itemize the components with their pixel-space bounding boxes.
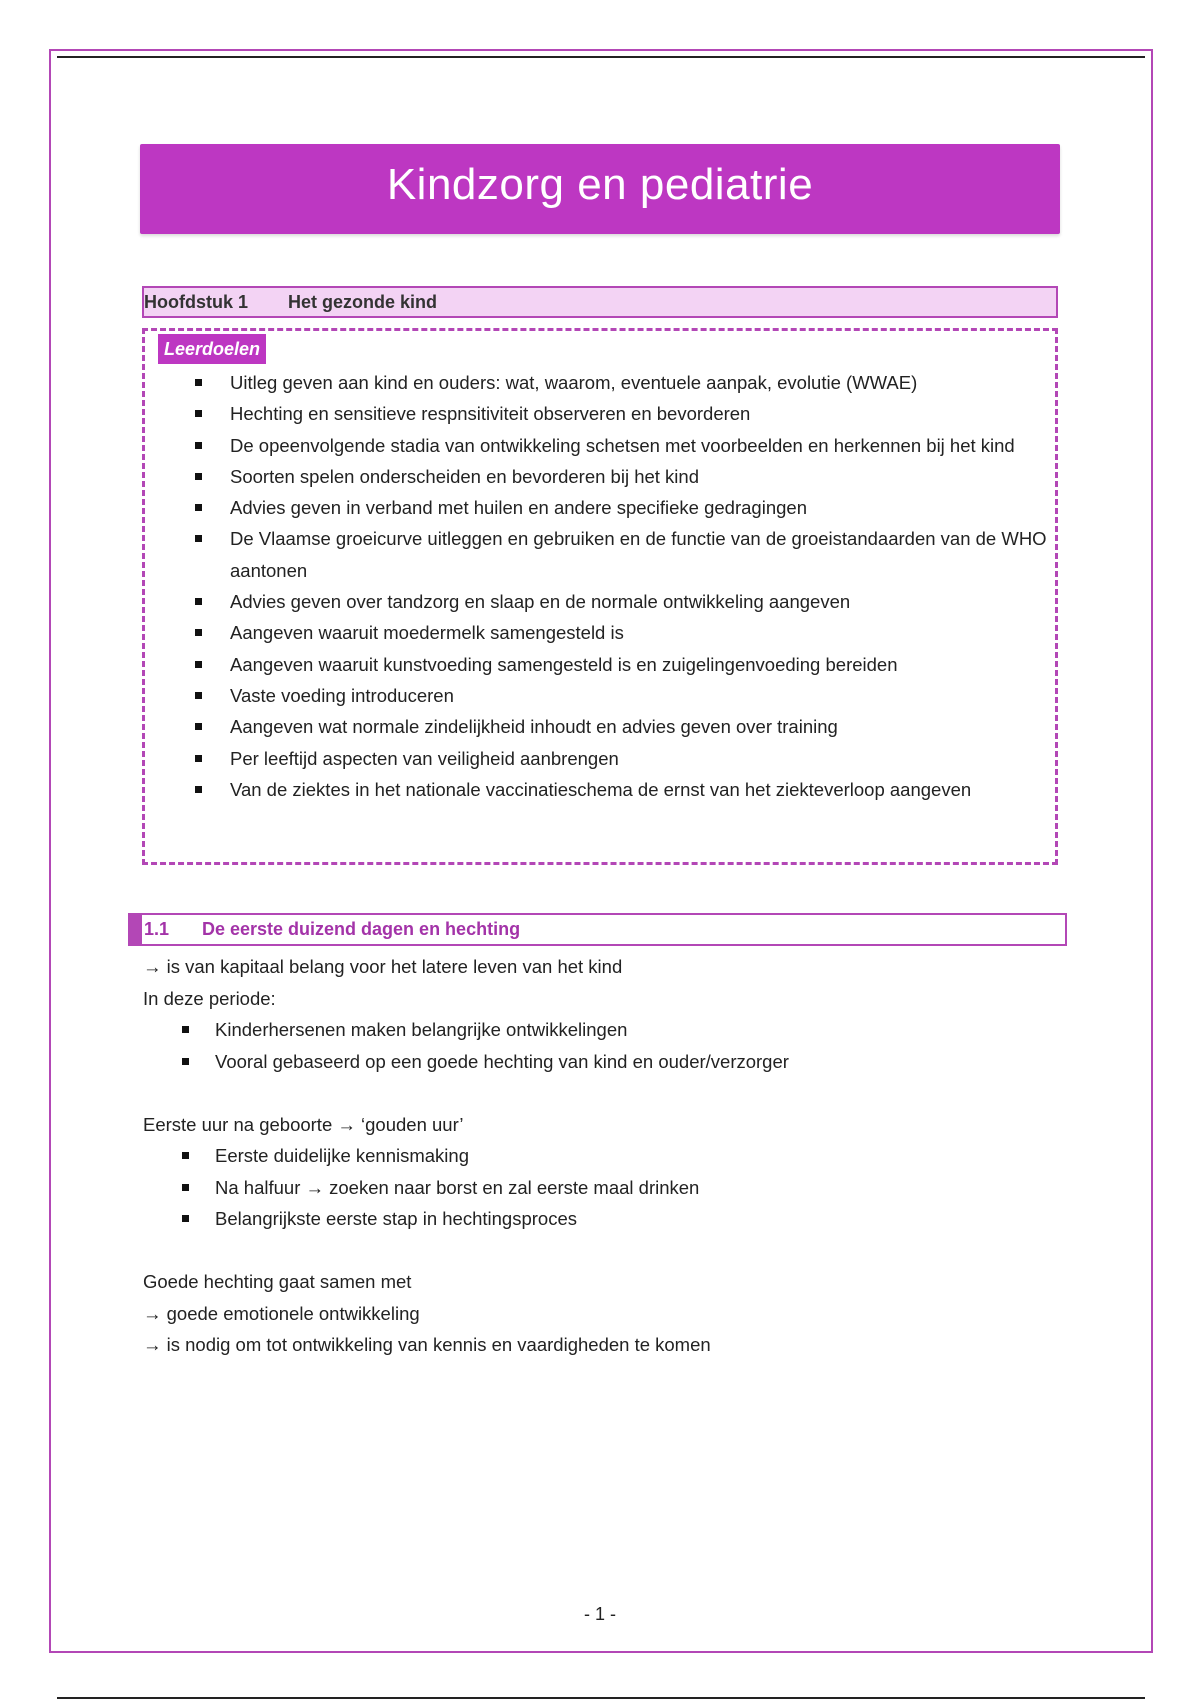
- period-label: In deze periode:: [143, 987, 276, 1009]
- bullet-icon: [195, 504, 202, 511]
- list-item: Van de ziektes in het nationale vaccinatieschema de ernst van het ziekteverloop aangeven: [145, 774, 1050, 805]
- period-list: [143, 1014, 1043, 1077]
- golden-hour-label: Eerste uur na geboorte → ‘gouden uur’: [143, 1113, 464, 1135]
- bullet-icon: [195, 442, 202, 449]
- bullet-icon: [182, 1184, 189, 1191]
- bullet-icon: [195, 723, 202, 730]
- section-title: De eerste duizend dagen en hechting: [202, 919, 521, 939]
- bullet-icon: [195, 692, 202, 699]
- bullet-icon: [195, 755, 202, 762]
- attachment-line: → is nodig om tot ontwikkeling van kennis en vaardigheden te komen: [143, 1334, 711, 1355]
- list-item: Kinderhersenen maken belangrijke ontwikkelingen: [143, 1014, 1043, 1046]
- list-item: Uitleg geven aan kind en ouders: wat, waarom, eventuele aanpak, evolutie (WWAE): [145, 367, 1050, 398]
- spacer: [143, 1235, 1043, 1267]
- bullet-icon: [195, 786, 202, 793]
- page-number: - 1 -: [583, 1604, 616, 1624]
- chapter-number: Hoofdstuk 1: [144, 291, 249, 312]
- footer-rule: [57, 1697, 1145, 1699]
- learning-goals-label: Leerdoelen: [158, 334, 266, 364]
- header-rule: [57, 56, 1145, 58]
- section-body: [143, 951, 1043, 1361]
- list-item: Advies geven in verband met huilen en andere specifieke gedragingen: [145, 492, 1050, 523]
- bullet-icon: [195, 410, 202, 417]
- bullet-icon: [195, 629, 202, 636]
- list-item: Aangeven waaruit moedermelk samengesteld is: [145, 617, 1050, 648]
- bullet-icon: [195, 535, 202, 542]
- list-item: De Vlaamse groeicurve uitleggen en gebruiken en de functie van de groeistandaarden van de WHO aantonen: [145, 523, 1050, 586]
- spacer: [143, 1077, 1043, 1109]
- attachment-label: Goede hechting gaat samen met: [143, 1271, 412, 1292]
- attachment-line: → goede emotionele ontwikkeling: [143, 1302, 420, 1324]
- bullet-icon: [182, 1215, 189, 1222]
- bullet-icon: [182, 1058, 189, 1065]
- section-heading: [128, 913, 1067, 946]
- learning-goals-box: [142, 328, 1058, 865]
- list-item: De opeenvolgende stadia van ontwikkeling schetsen met voorbeelden en herkennen bij het kind: [145, 430, 1050, 461]
- bullet-icon: [182, 1152, 189, 1159]
- learning-goals-list: [145, 367, 1050, 805]
- list-item: Hechting en sensitieve respnsitiviteit observeren en bevorderen: [145, 398, 1050, 429]
- list-item: Vaste voeding introduceren: [145, 680, 1050, 711]
- bullet-icon: [195, 379, 202, 386]
- bullet-icon: [195, 473, 202, 480]
- title-banner: [140, 144, 1060, 234]
- list-item: Na halfuur → zoeken naar borst en zal eerste maal drinken: [143, 1172, 1043, 1204]
- list-item: Vooral gebaseerd op een goede hechting van kind en ouder/verzorger: [143, 1046, 1043, 1078]
- list-item: Eerste duidelijke kennismaking: [143, 1140, 1043, 1172]
- bullet-icon: [195, 598, 202, 605]
- list-item: Aangeven wat normale zindelijkheid inhoudt en advies geven over training: [145, 711, 1050, 742]
- golden-hour-list: [143, 1140, 1043, 1235]
- bullet-icon: [182, 1026, 189, 1033]
- list-item: Soorten spelen onderscheiden en bevorderen bij het kind: [145, 461, 1050, 492]
- list-item: Aangeven waaruit kunstvoeding samengesteld is en zuigelingenvoeding bereiden: [145, 649, 1050, 680]
- intro-line: → is van kapitaal belang voor het latere leven van het kind: [143, 956, 623, 977]
- list-item: Belangrijkste eerste stap in hechtingsproces: [143, 1203, 1043, 1235]
- list-item: Per leeftijd aspecten van veiligheid aanbrengen: [145, 743, 1050, 774]
- chapter-title: Het gezonde kind: [288, 291, 438, 312]
- document-title: Kindzorg en pediatrie: [386, 160, 814, 209]
- chapter-heading: [142, 286, 1058, 318]
- bullet-icon: [195, 661, 202, 668]
- section-number: 1.1: [144, 919, 170, 939]
- list-item: Advies geven over tandzorg en slaap en de normale ontwikkeling aangeven: [145, 586, 1050, 617]
